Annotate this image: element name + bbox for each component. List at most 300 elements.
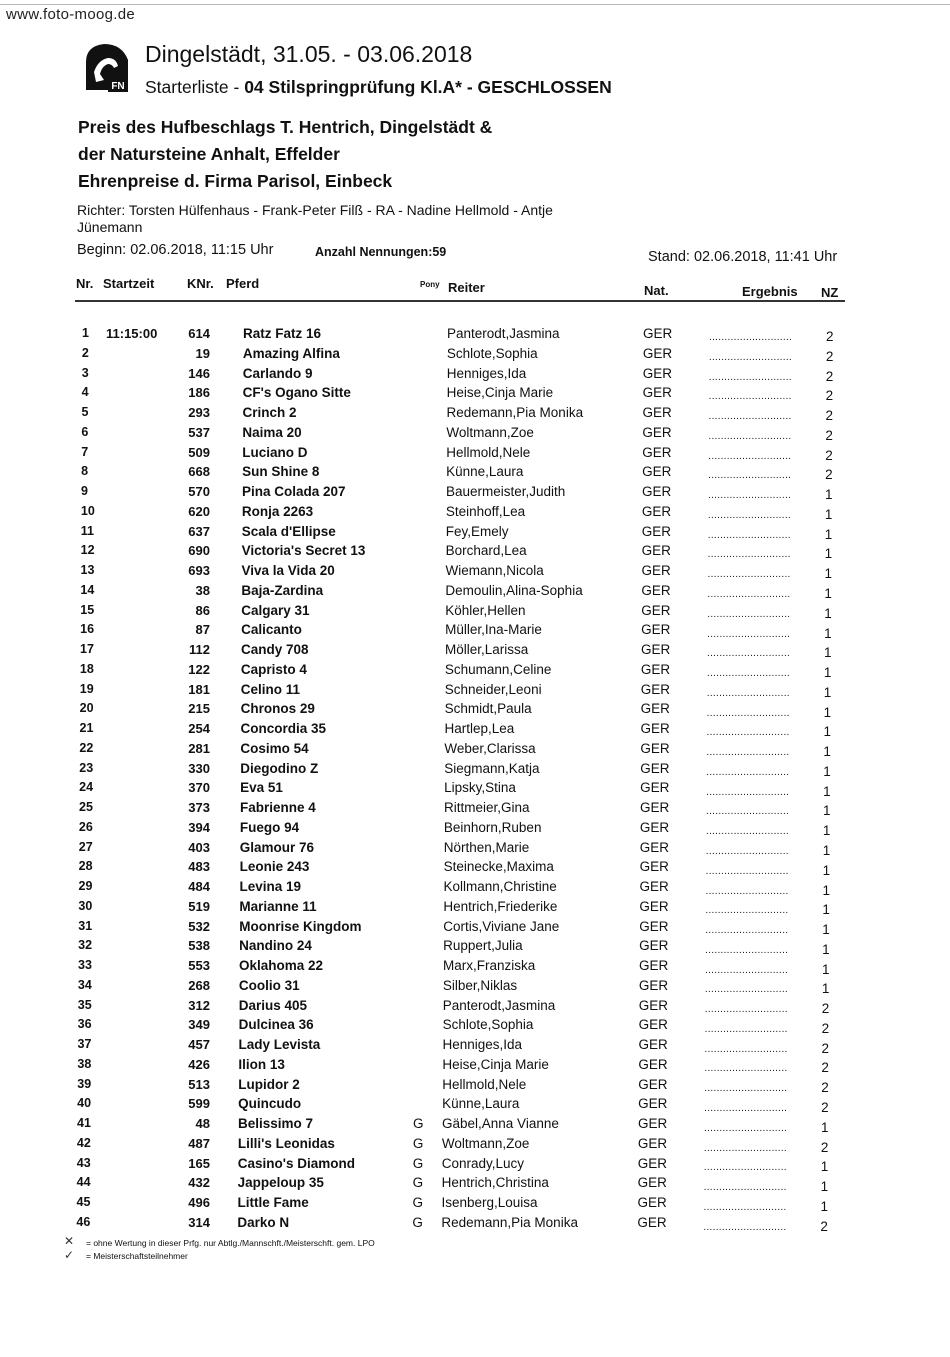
row-nr: 6 bbox=[81, 424, 89, 439]
row-horse: Nandino 24 bbox=[239, 938, 312, 954]
row-nat: GER bbox=[640, 760, 670, 776]
row-nz: 2 bbox=[825, 388, 834, 404]
row-knr: 165 bbox=[188, 1155, 210, 1171]
row-nr: 3 bbox=[81, 365, 89, 380]
row-horse: Crinch 2 bbox=[242, 405, 297, 420]
table-row bbox=[0, 504, 950, 524]
col-header-startzeit: Startzeit bbox=[103, 276, 155, 291]
row-nz: 1 bbox=[823, 763, 831, 779]
row-rider: Schneider,Leoni bbox=[444, 681, 542, 697]
row-nr: 36 bbox=[77, 1017, 92, 1032]
row-rider: Schlote,Sophia bbox=[446, 345, 538, 361]
table-row bbox=[0, 899, 950, 919]
row-result-placeholder: ........................... bbox=[707, 628, 791, 640]
row-result-placeholder: ........................... bbox=[706, 707, 790, 719]
row-rider: Heise,Cinja Marie bbox=[442, 1056, 549, 1072]
row-knr: 668 bbox=[188, 464, 210, 480]
row-knr: 553 bbox=[188, 958, 210, 973]
row-nz: 1 bbox=[825, 487, 833, 503]
row-nat: GER bbox=[639, 819, 670, 835]
table-row bbox=[0, 1195, 950, 1215]
table-row bbox=[0, 1156, 950, 1176]
table-row bbox=[0, 859, 950, 879]
row-knr: 538 bbox=[188, 938, 210, 954]
row-nz: 2 bbox=[825, 447, 833, 463]
row-nr: 31 bbox=[78, 918, 93, 933]
row-horse: Ilion 13 bbox=[238, 1056, 285, 1072]
row-nr: 41 bbox=[77, 1116, 91, 1130]
row-horse: Cosimo 54 bbox=[240, 740, 309, 756]
row-result-placeholder: ........................... bbox=[705, 826, 789, 838]
row-pony-marker: G bbox=[412, 1195, 424, 1210]
row-rider: Redemann,Pia Monika bbox=[441, 1214, 578, 1230]
judges-text: Richter: Torsten Hülfenhaus - Frank-Peter Filß - RA - Nadine Hellmold - Antje Jünemann bbox=[77, 202, 553, 235]
row-rider: Steinecke,Maxima bbox=[443, 859, 554, 875]
row-nat: GER bbox=[642, 405, 672, 420]
row-result-placeholder: ........................... bbox=[708, 371, 792, 383]
row-result-placeholder: ........................... bbox=[704, 1122, 788, 1134]
row-nr: 2 bbox=[81, 345, 89, 360]
row-rider: Wiemann,Nicola bbox=[445, 563, 544, 578]
row-result-placeholder: ........................... bbox=[705, 846, 789, 858]
row-nz: 1 bbox=[824, 506, 833, 522]
row-nz: 1 bbox=[820, 1159, 829, 1175]
row-knr: 38 bbox=[195, 582, 210, 598]
row-rider: Kollmann,Christine bbox=[443, 879, 557, 894]
row-nr: 27 bbox=[78, 839, 93, 854]
row-result-placeholder: ........................... bbox=[703, 1201, 787, 1213]
row-nr: 15 bbox=[80, 602, 95, 617]
row-horse: Naima 20 bbox=[242, 424, 302, 440]
row-nat: GER bbox=[642, 424, 672, 440]
row-nr: 22 bbox=[79, 740, 94, 755]
row-horse: Ratz Fatz 16 bbox=[243, 326, 322, 341]
row-result-placeholder: ........................... bbox=[707, 648, 791, 660]
row-horse: Quincudo bbox=[238, 1096, 302, 1112]
row-horse: Chronos 29 bbox=[240, 701, 315, 717]
col-header-knr: KNr. bbox=[187, 276, 214, 291]
row-nz: 1 bbox=[824, 526, 833, 542]
table-row bbox=[0, 622, 950, 642]
row-result-placeholder: ........................... bbox=[703, 1162, 787, 1174]
row-knr: 432 bbox=[188, 1175, 210, 1191]
table-row bbox=[0, 425, 950, 445]
row-knr: 281 bbox=[188, 740, 210, 756]
row-knr: 314 bbox=[188, 1214, 210, 1230]
row-result-placeholder: ........................... bbox=[705, 865, 789, 877]
row-nz: 2 bbox=[825, 368, 834, 384]
row-horse: Calicanto bbox=[241, 622, 302, 638]
row-nat: GER bbox=[641, 642, 671, 657]
table-row bbox=[0, 1077, 950, 1097]
row-rider: Woltmann,Zoe bbox=[446, 424, 534, 440]
row-nat: GER bbox=[642, 345, 673, 361]
row-horse: Glamour 76 bbox=[239, 839, 315, 855]
row-knr: 146 bbox=[188, 365, 210, 381]
row-nr: 7 bbox=[81, 444, 89, 459]
row-knr: 86 bbox=[195, 602, 210, 618]
row-nr: 13 bbox=[80, 563, 95, 577]
row-result-placeholder: ........................... bbox=[706, 806, 790, 818]
row-pony-marker: G bbox=[413, 1116, 424, 1131]
top-rule bbox=[0, 4, 950, 5]
table-row bbox=[0, 701, 950, 721]
row-nat: GER bbox=[640, 721, 670, 736]
row-knr: 637 bbox=[188, 523, 210, 539]
row-nat: GER bbox=[642, 385, 672, 401]
row-result-placeholder: ........................... bbox=[708, 351, 792, 363]
row-nat: GER bbox=[637, 1214, 667, 1230]
row-nat: GER bbox=[641, 622, 671, 638]
row-rider: Hartlep,Lea bbox=[444, 721, 515, 736]
row-rider: Panterodt,Jasmina bbox=[447, 326, 560, 341]
row-result-placeholder: ........................... bbox=[705, 944, 789, 956]
row-nz: 2 bbox=[825, 467, 833, 483]
row-rider: Steinhoff,Lea bbox=[445, 503, 526, 519]
row-nat: GER bbox=[637, 1135, 668, 1151]
row-nz: 1 bbox=[823, 744, 831, 760]
row-knr: 496 bbox=[188, 1195, 210, 1210]
row-nr: 42 bbox=[76, 1135, 91, 1150]
table-row bbox=[0, 1215, 950, 1235]
fn-logo-label: FN bbox=[111, 81, 125, 92]
row-nz: 1 bbox=[824, 586, 832, 601]
table-row bbox=[0, 1037, 950, 1057]
row-horse: Levina 19 bbox=[239, 879, 302, 894]
row-knr: 599 bbox=[188, 1096, 210, 1112]
row-result-placeholder: ........................... bbox=[704, 1004, 788, 1016]
row-knr: 112 bbox=[189, 642, 210, 657]
row-nat: GER bbox=[638, 997, 669, 1013]
row-knr: 614 bbox=[188, 326, 210, 341]
row-rider: Fey,Emely bbox=[445, 523, 509, 539]
row-rider: Henniges,Ida bbox=[446, 365, 527, 381]
row-nat: GER bbox=[638, 977, 669, 993]
row-rider: Hentrich,Friederike bbox=[443, 898, 558, 914]
row-nr: 19 bbox=[79, 681, 94, 696]
row-horse: Celino 11 bbox=[240, 681, 301, 697]
row-nr: 9 bbox=[81, 484, 88, 498]
row-knr: 513 bbox=[188, 1076, 210, 1092]
row-nz: 2 bbox=[826, 329, 834, 344]
row-result-placeholder: ........................... bbox=[703, 1221, 787, 1233]
row-knr: 487 bbox=[188, 1135, 210, 1151]
row-nr: 37 bbox=[77, 1037, 92, 1051]
row-horse: Capristo 4 bbox=[240, 661, 307, 677]
row-nr: 23 bbox=[79, 760, 94, 775]
row-rider: Nörthen,Marie bbox=[443, 839, 530, 855]
row-rider: Beinhorn,Ruben bbox=[443, 819, 542, 835]
row-horse: Dulcinea 36 bbox=[238, 1017, 314, 1033]
row-nat: GER bbox=[640, 701, 670, 717]
row-knr: 87 bbox=[195, 622, 210, 638]
row-nz: 2 bbox=[825, 427, 833, 443]
table-row bbox=[0, 385, 950, 405]
row-nr: 18 bbox=[79, 661, 94, 676]
row-nz: 2 bbox=[820, 1139, 829, 1155]
status-timestamp: Stand: 02.06.2018, 11:41 Uhr bbox=[648, 249, 838, 265]
table-row bbox=[0, 563, 950, 583]
table-row bbox=[0, 662, 950, 682]
begin-time: Beginn: 02.06.2018, 11:15 Uhr bbox=[77, 242, 274, 258]
row-nr: 46 bbox=[76, 1214, 91, 1229]
row-startzeit: 11:15:00 bbox=[106, 326, 158, 341]
row-result-placeholder: ........................... bbox=[708, 430, 792, 442]
row-horse: Concordia 35 bbox=[240, 721, 327, 736]
row-knr: 457 bbox=[188, 1037, 210, 1052]
row-nat: GER bbox=[639, 898, 669, 914]
row-pony-marker: G bbox=[412, 1175, 424, 1191]
col-header-nz: NZ bbox=[821, 285, 839, 300]
row-knr: 693 bbox=[188, 563, 210, 578]
row-knr: 690 bbox=[188, 543, 210, 559]
table-row bbox=[0, 682, 950, 702]
row-result-placeholder: ........................... bbox=[707, 549, 791, 561]
row-nat: GER bbox=[642, 444, 672, 460]
row-knr: 532 bbox=[188, 918, 210, 934]
row-knr: 349 bbox=[188, 1017, 210, 1033]
subtitle-competition: 04 Stilspringprüfung Kl.A* - GESCHLOSSEN bbox=[244, 77, 612, 97]
row-knr: 186 bbox=[188, 385, 210, 401]
table-row bbox=[0, 820, 950, 840]
row-horse: Ronja 2263 bbox=[241, 503, 314, 519]
row-rider: Conrady,Lucy bbox=[441, 1155, 525, 1171]
row-nr: 12 bbox=[80, 543, 95, 558]
row-horse: Darius 405 bbox=[238, 997, 308, 1013]
row-nr: 44 bbox=[76, 1175, 91, 1190]
row-rider: Demoulin,Alina-Sophia bbox=[445, 582, 583, 598]
row-result-placeholder: ........................... bbox=[704, 1103, 788, 1115]
col-header-nat: Nat. bbox=[644, 283, 669, 298]
prize-line-1: Preis des Hufbeschlags T. Hentrich, Dingelstädt & bbox=[78, 117, 493, 137]
row-nz: 2 bbox=[821, 1001, 830, 1017]
row-knr: 254 bbox=[188, 721, 210, 736]
row-rider: Isenberg,Louisa bbox=[441, 1195, 538, 1210]
row-knr: 293 bbox=[188, 405, 210, 420]
row-nz: 2 bbox=[821, 1040, 830, 1056]
row-knr: 403 bbox=[188, 839, 210, 855]
row-result-placeholder: ........................... bbox=[705, 925, 789, 937]
row-rider: Borchard,Lea bbox=[445, 543, 527, 559]
row-nr: 11 bbox=[80, 523, 94, 538]
row-nr: 39 bbox=[77, 1076, 92, 1091]
row-horse: Sun Shine 8 bbox=[242, 464, 320, 480]
prize-line-2: der Natursteine Anhalt, Effelder bbox=[78, 144, 340, 164]
row-nat: GER bbox=[638, 1076, 668, 1092]
row-pony-marker: G bbox=[412, 1155, 424, 1171]
row-nr: 25 bbox=[79, 800, 93, 814]
table-row bbox=[0, 1017, 950, 1037]
event-title: Dingelstädt, 31.05. - 03.06.2018 bbox=[145, 41, 473, 67]
row-horse: Darko N bbox=[237, 1214, 290, 1230]
row-result-placeholder: ........................... bbox=[709, 332, 793, 343]
row-horse: Lady Levista bbox=[238, 1037, 321, 1052]
row-rider: Hellmold,Nele bbox=[442, 1076, 527, 1092]
row-nr: 28 bbox=[78, 859, 93, 874]
row-horse: Pina Colada 207 bbox=[242, 484, 346, 499]
row-nat: GER bbox=[637, 1195, 667, 1210]
row-horse: Eva 51 bbox=[240, 780, 283, 796]
row-knr: 519 bbox=[188, 898, 210, 914]
row-nr: 34 bbox=[77, 977, 92, 992]
col-header-reiter: Reiter bbox=[448, 280, 485, 295]
row-knr: 537 bbox=[188, 424, 210, 440]
row-result-placeholder: ........................... bbox=[708, 450, 792, 462]
row-nat: GER bbox=[642, 464, 672, 480]
competition-subtitle bbox=[145, 77, 612, 98]
row-nr: 35 bbox=[77, 997, 92, 1012]
row-knr: 330 bbox=[188, 760, 210, 776]
table-row bbox=[0, 484, 950, 504]
row-horse: Candy 708 bbox=[241, 642, 309, 657]
row-rider: Henniges,Ida bbox=[442, 1037, 523, 1052]
table-row bbox=[0, 780, 950, 800]
row-nat: GER bbox=[642, 365, 673, 381]
row-rider: Köhler,Hellen bbox=[445, 602, 526, 618]
row-horse: Fabrienne 4 bbox=[240, 800, 316, 815]
row-knr: 181 bbox=[188, 681, 210, 697]
row-nz: 1 bbox=[824, 625, 832, 641]
row-rider: Gäbel,Anna Vianne bbox=[442, 1116, 559, 1131]
legend-line-2: = Meisterschaftsteilnehmer bbox=[86, 1251, 188, 1261]
row-nz: 1 bbox=[824, 645, 832, 661]
row-nat: GER bbox=[641, 582, 671, 598]
row-pony-marker: G bbox=[412, 1135, 424, 1151]
prize-line-3: Ehrenpreise d. Firma Parisol, Einbeck bbox=[78, 171, 393, 191]
row-nr: 8 bbox=[81, 464, 89, 479]
row-result-placeholder: ........................... bbox=[707, 509, 791, 521]
row-nr: 33 bbox=[78, 958, 92, 972]
row-knr: 122 bbox=[188, 661, 210, 677]
table-row bbox=[0, 919, 950, 939]
row-result-placeholder: ........................... bbox=[704, 1063, 788, 1075]
row-rider: Rittmeier,Gina bbox=[444, 800, 530, 815]
row-result-placeholder: ........................... bbox=[707, 589, 791, 600]
row-nat: GER bbox=[638, 1116, 668, 1131]
row-nr: 38 bbox=[77, 1056, 92, 1071]
row-nz: 1 bbox=[822, 941, 830, 957]
row-result-placeholder: ........................... bbox=[703, 1142, 787, 1154]
row-horse: Scala d'Ellipse bbox=[241, 523, 336, 539]
row-nat: GER bbox=[643, 326, 673, 341]
row-nr: 14 bbox=[80, 582, 95, 597]
row-horse: Viva la Vida 20 bbox=[241, 563, 335, 578]
row-nr: 17 bbox=[80, 642, 94, 656]
row-nat: GER bbox=[639, 879, 669, 894]
row-nat: GER bbox=[639, 918, 669, 934]
row-nz: 2 bbox=[825, 348, 834, 364]
table-row bbox=[0, 998, 950, 1018]
table-row bbox=[0, 405, 950, 425]
table-row bbox=[0, 1136, 950, 1156]
row-nat: GER bbox=[640, 740, 670, 756]
row-result-placeholder: ........................... bbox=[707, 529, 791, 541]
row-nz: 1 bbox=[820, 1179, 829, 1195]
row-result-placeholder: ........................... bbox=[706, 727, 790, 739]
row-nr: 16 bbox=[80, 622, 95, 637]
row-horse: Leonie 243 bbox=[239, 859, 310, 875]
row-rider: Lipsky,Stina bbox=[444, 780, 516, 796]
row-nat: GER bbox=[638, 1056, 668, 1072]
table-row bbox=[0, 1057, 950, 1077]
row-nat: GER bbox=[642, 484, 672, 499]
row-rider: Cortis,Viviane Jane bbox=[443, 918, 560, 934]
row-nz: 1 bbox=[822, 843, 831, 859]
row-rider: Schmidt,Paula bbox=[444, 701, 532, 717]
check-mark-icon: ✓ bbox=[64, 1248, 75, 1262]
row-rider: Schlote,Sophia bbox=[442, 1017, 534, 1033]
row-result-placeholder: ........................... bbox=[708, 490, 792, 502]
row-nr: 1 bbox=[82, 326, 89, 340]
row-nr: 43 bbox=[76, 1155, 91, 1170]
row-nz: 1 bbox=[821, 1119, 829, 1135]
table-row bbox=[0, 445, 950, 465]
row-rider: Silber,Niklas bbox=[442, 977, 518, 993]
row-nz: 2 bbox=[821, 1060, 829, 1076]
table-row bbox=[0, 326, 950, 346]
row-nat: GER bbox=[640, 780, 670, 796]
row-knr: 268 bbox=[188, 977, 210, 993]
row-knr: 620 bbox=[188, 503, 210, 519]
col-header-nr: Nr. bbox=[76, 276, 94, 291]
row-nat: GER bbox=[640, 800, 670, 815]
row-nat: GER bbox=[640, 661, 671, 677]
table-row bbox=[0, 978, 950, 998]
row-nat: GER bbox=[637, 1175, 667, 1191]
table-row bbox=[0, 800, 950, 820]
row-nat: GER bbox=[637, 1155, 668, 1171]
row-nat: GER bbox=[638, 1037, 668, 1052]
row-nz: 1 bbox=[823, 803, 831, 819]
row-nz: 1 bbox=[822, 862, 831, 878]
row-horse: Baja-Zardina bbox=[241, 582, 324, 598]
row-rider: Siegmann,Katja bbox=[444, 760, 540, 776]
table-row bbox=[0, 464, 950, 484]
row-nr: 21 bbox=[79, 721, 94, 735]
subtitle-prefix: Starterliste - bbox=[145, 77, 245, 97]
row-horse: Coolio 31 bbox=[238, 977, 300, 993]
row-rider: Panterodt,Jasmina bbox=[442, 997, 556, 1013]
row-nr: 29 bbox=[78, 879, 93, 893]
row-nz: 2 bbox=[821, 1080, 829, 1096]
row-nr: 24 bbox=[79, 780, 94, 795]
row-result-placeholder: ........................... bbox=[706, 747, 790, 759]
row-rider: Heise,Cinja Marie bbox=[446, 385, 554, 401]
row-nz: 1 bbox=[824, 546, 833, 562]
row-nz: 2 bbox=[821, 1020, 830, 1036]
row-nz: 1 bbox=[822, 922, 830, 938]
row-knr: 509 bbox=[188, 444, 210, 460]
row-horse: Moonrise Kingdom bbox=[239, 918, 362, 934]
row-horse: Victoria's Secret 13 bbox=[241, 543, 366, 559]
row-horse: Calgary 31 bbox=[241, 602, 310, 618]
row-nz: 1 bbox=[823, 783, 831, 799]
row-nz: 2 bbox=[825, 408, 834, 424]
row-horse: Casino's Diamond bbox=[237, 1155, 355, 1171]
row-rider: Künne,Laura bbox=[446, 464, 524, 480]
row-knr: 312 bbox=[188, 997, 210, 1013]
row-rider: Weber,Clarissa bbox=[444, 740, 536, 756]
table-row bbox=[0, 543, 950, 563]
row-knr: 483 bbox=[188, 859, 210, 875]
row-nr: 20 bbox=[79, 701, 94, 716]
row-nat: GER bbox=[638, 1017, 668, 1033]
row-nr: 30 bbox=[78, 898, 93, 913]
row-nat: GER bbox=[639, 938, 669, 954]
row-nz: 1 bbox=[824, 566, 833, 582]
row-knr: 373 bbox=[188, 800, 210, 815]
row-horse: Oklahoma 22 bbox=[239, 958, 324, 973]
